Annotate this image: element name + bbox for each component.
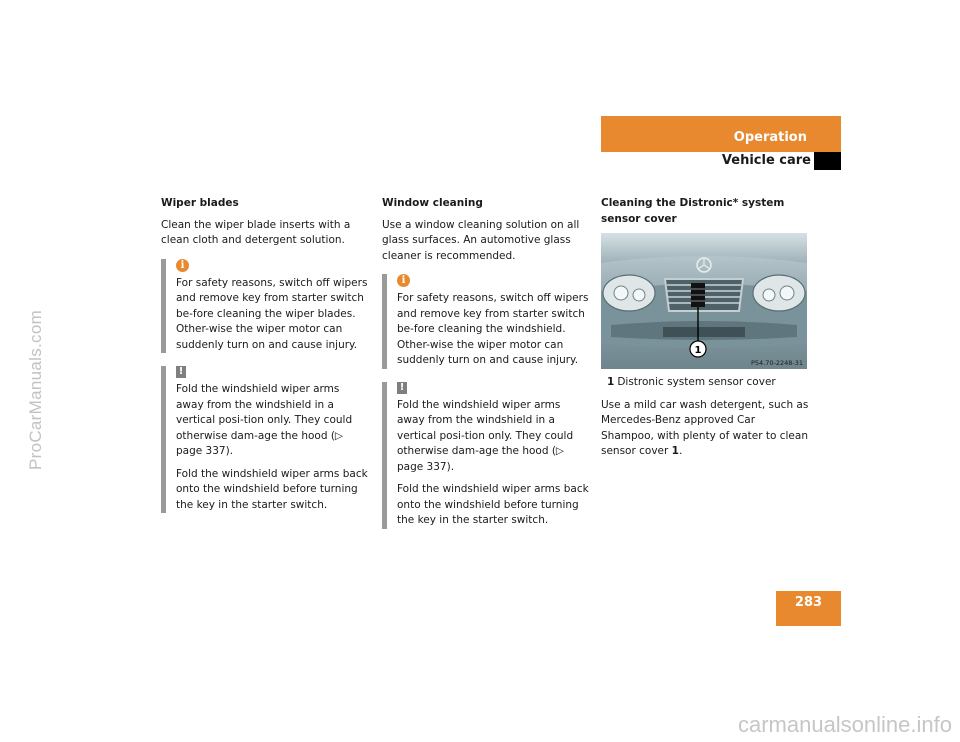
window-cleaning-warning-note [382,382,590,529]
window-cleaning-warning-text-2: Fold the windshield wiper arms back onto the windshield before turning the key in the starter switch. [397,483,589,526]
distronic-body [601,398,809,460]
wiper-blades-heading: Wiper blades [161,197,239,209]
header-section-box [601,116,841,152]
warning-icon: ! [176,366,186,378]
window-cleaning-warning-text-1: Fold the windshield wiper arms away from the windshield in a vertical posi-tion only. They could otherwise dam-age the hood (▷ page 337). [397,398,574,473]
figure-code-label: P54.70-2248-31 [750,359,803,367]
distronic-heading: Cleaning the Distronic* system sensor cover [601,197,785,225]
figure-caption [601,375,809,391]
wiper-blades-warning-text-1: Fold the windshield wiper arms away from the windshield in a vertical posi-tion only. They could otherwise dam-age the hood (▷ page 337). [176,383,353,457]
distronic-body-text: Use a mild car wash detergent, such as Mercedes-Benz approved Car Shampoo, with plenty of water to clean sensor cover [601,398,809,457]
warning-icon: ! [397,382,407,394]
page-number-box [776,591,841,626]
column-distronic-sensor [601,196,809,467]
figure-callout-number: 1 [694,345,702,356]
header-marker-block [814,152,841,170]
window-cleaning-info-note [382,274,590,369]
distronic-body-end: . [678,445,683,457]
header-section-title: Operation [733,130,807,145]
distronic-body-ref: 1 [671,445,679,457]
wiper-blades-body: Clean the wiper blade inserts with a clean cloth and detergent solution. [161,218,351,246]
window-cleaning-body: Use a window cleaning solution on all glass surfaces. An automotive glass cleaner is recommended. [382,218,580,262]
wiper-blades-warning-note [161,366,368,513]
column-window-cleaning [382,196,590,542]
info-icon: i [397,274,410,287]
car-front-photo [601,233,807,369]
wiper-blades-info-text: For safety reasons, switch off wipers and remove key from starter switch be-fore cleaning the wiper blades. Other-wise the wiper motor can suddenly turn on and cause injury. [176,276,368,351]
page-number: 283 [794,595,823,610]
window-cleaning-info-text: For safety reasons, switch off wipers and remove key from starter switch be-fore cleaning the windshield. Other-wise the wiper motor can suddenly turn on and cause injury. [397,292,589,366]
caption-number: 1 [607,376,615,388]
column-wiper-blades [161,196,368,526]
side-watermark: ProCarManuals.com [26,309,45,470]
header-subsection-title: Vehicle care [721,153,811,168]
wiper-blades-warning-text-2: Fold the windshield wiper arms back onto the windshield before turning the key in the starter switch. [176,467,368,511]
caption-text: Distronic system sensor cover [617,376,776,388]
window-cleaning-heading: Window cleaning [382,197,483,209]
bottom-watermark: carmanualsonline.info [737,712,952,737]
wiper-blades-info-note [161,259,368,354]
info-icon: i [176,259,189,272]
